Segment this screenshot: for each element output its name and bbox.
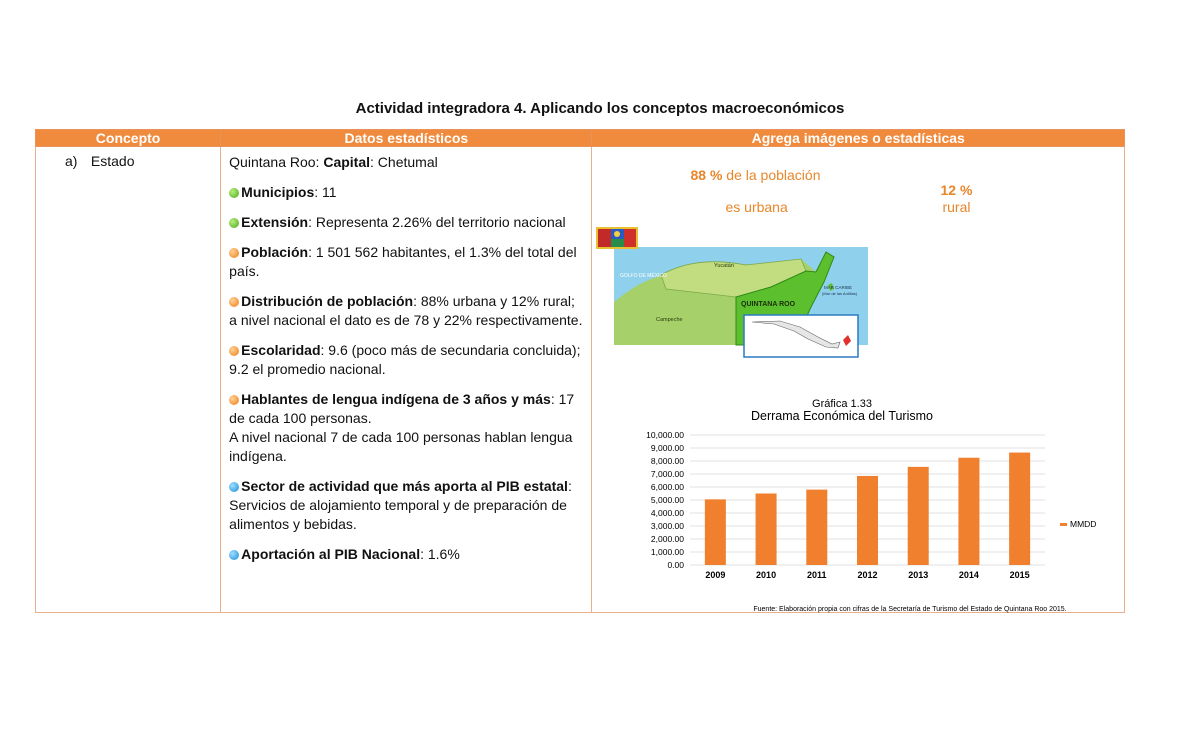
capital-label: Capital bbox=[323, 154, 371, 170]
table-row bbox=[36, 147, 1125, 613]
datos-item-label: Extensión bbox=[241, 214, 309, 230]
datos-item-label: Sector de actividad que más aporta al PIB estatal bbox=[241, 478, 568, 494]
x-tick-label: 2012 bbox=[857, 570, 878, 580]
green-bullet-icon bbox=[229, 218, 239, 228]
datos-item-label: Aportación al PIB Nacional bbox=[241, 546, 421, 562]
y-tick-label: 10,000.00 bbox=[646, 430, 685, 440]
chart-title: Gráfica 1.33 bbox=[812, 399, 873, 410]
datos-item bbox=[229, 213, 583, 232]
x-tick-label: 2013 bbox=[908, 570, 929, 580]
concept-cell bbox=[36, 147, 221, 613]
datos-item-value: : 11 bbox=[314, 184, 337, 200]
y-tick-label: 2,000.00 bbox=[651, 534, 685, 544]
bar-2015 bbox=[1010, 453, 1031, 565]
map-label-campeche: Campeche bbox=[656, 317, 684, 323]
list-number: a) bbox=[65, 153, 78, 169]
header-datos: Datos estadísticos bbox=[221, 130, 592, 147]
header-concepto: Concepto bbox=[36, 130, 221, 147]
x-tick-label: 2011 bbox=[807, 570, 828, 580]
bar-2012 bbox=[857, 476, 878, 565]
datos-item-label: Escolaridad bbox=[241, 342, 321, 358]
y-tick-label: 0.00 bbox=[667, 560, 685, 570]
capital-line bbox=[229, 153, 583, 172]
y-tick-label: 1,000.00 bbox=[651, 547, 685, 557]
capital-value: : Chetumal bbox=[370, 154, 438, 170]
chart-bars bbox=[705, 453, 1030, 565]
map-label-quintana-roo: QUINTANA ROO bbox=[741, 301, 796, 308]
datos-item bbox=[229, 477, 583, 534]
datos-item bbox=[229, 341, 583, 379]
bar-2010 bbox=[756, 494, 777, 566]
datos-item-value: : Servicios de alojamiento temporal y de preparación de alimentos y bebidas. bbox=[229, 478, 572, 532]
legend-label: MMDD bbox=[1070, 519, 1097, 529]
chart-x-ticks bbox=[706, 570, 1030, 580]
datos-list bbox=[229, 183, 583, 564]
y-tick-label: 9,000.00 bbox=[651, 443, 685, 453]
datos-item-label: Hablantes de lengua indígena de 3 años y más bbox=[241, 391, 551, 407]
chart-legend bbox=[1060, 519, 1096, 529]
legend-swatch bbox=[1060, 523, 1067, 526]
concept-label: Estado bbox=[90, 153, 135, 169]
datos-item bbox=[229, 390, 583, 466]
mexico-inset-map bbox=[744, 315, 858, 357]
datos-item-value: : 9.6 (poco más de secundaria concluida); 9.2 el promedio nacional. bbox=[229, 342, 581, 377]
blue-bullet-icon bbox=[229, 482, 239, 492]
map-label-golfo: GOLFO DE MÉXICO bbox=[620, 273, 668, 279]
datos-item-value: : 1 501 562 habitantes, el 1.3% del total del país. bbox=[229, 244, 577, 279]
datos-item-value: : Representa 2.26% del territorio nacional bbox=[308, 214, 566, 230]
x-tick-label: 2010 bbox=[756, 570, 777, 580]
chart-source: Fuente: Elaboración propia con cifras de la Secretaría de Turismo del Estado de Quintana Roo 2015. bbox=[753, 606, 1068, 613]
bar-2013 bbox=[908, 467, 929, 565]
datos-item-label: Municipios bbox=[241, 184, 315, 200]
urban-text-2: es urbana bbox=[725, 199, 788, 215]
datos-item bbox=[229, 545, 583, 564]
urban-text: de la población bbox=[722, 167, 821, 183]
state-shield-icon bbox=[596, 227, 638, 249]
blue-bullet-icon bbox=[229, 550, 239, 560]
images-cell bbox=[592, 147, 1125, 613]
datos-item-label: Distribución de población bbox=[241, 293, 414, 309]
statistics-table bbox=[35, 129, 1125, 613]
green-bullet-icon bbox=[229, 188, 239, 198]
rural-percent: 12 % bbox=[940, 182, 973, 198]
datos-item bbox=[229, 243, 583, 281]
map-label-mar-caribe: MAR CARIBE bbox=[824, 285, 853, 290]
urban-percent: 88 % bbox=[690, 167, 723, 183]
datos-item-value: : 1.6% bbox=[420, 546, 460, 562]
orange-bullet-icon bbox=[229, 297, 239, 307]
datos-item bbox=[229, 183, 583, 202]
bar-2014 bbox=[959, 458, 980, 565]
x-tick-label: 2014 bbox=[959, 570, 980, 580]
orange-bullet-icon bbox=[229, 395, 239, 405]
y-tick-label: 8,000.00 bbox=[651, 456, 685, 466]
tourism-chart bbox=[610, 399, 1110, 624]
datos-item-value: : 17 de cada 100 personas. bbox=[229, 391, 575, 426]
bar-2011 bbox=[807, 490, 828, 565]
datos-item-extra: A nivel nacional 7 de cada 100 personas hablan lengua indígena. bbox=[229, 429, 573, 464]
document-title: Actividad integradora 4. Aplicando los conceptos macroeconómicos bbox=[355, 100, 845, 117]
y-tick-label: 3,000.00 bbox=[651, 521, 685, 531]
datos-item bbox=[229, 292, 583, 330]
datos-item-label: Población bbox=[241, 244, 309, 260]
map-label-yucatan: Yucatán bbox=[714, 263, 735, 269]
y-tick-label: 6,000.00 bbox=[651, 482, 685, 492]
chart-y-ticks bbox=[647, 430, 685, 570]
header-imagenes: Agrega imágenes o estadísticas bbox=[592, 130, 1125, 147]
rural-text: rural bbox=[942, 199, 971, 215]
bar-2009 bbox=[705, 499, 726, 565]
y-tick-label: 5,000.00 bbox=[651, 495, 685, 505]
urban-stat bbox=[690, 167, 820, 183]
x-tick-label: 2015 bbox=[1010, 570, 1031, 580]
table-header-row bbox=[36, 130, 1125, 147]
x-tick-label: 2009 bbox=[705, 570, 726, 580]
datos-item-value: : 88% urbana y 12% rural; a nivel nacional el dato es de 78 y 22% respectivamente. bbox=[229, 293, 583, 328]
quintana-roo-map bbox=[596, 227, 888, 377]
chart-subtitle: Derrama Económica del Turismo bbox=[751, 409, 934, 423]
orange-bullet-icon bbox=[229, 346, 239, 356]
map-label-mar-caribe-sub: (Mar de las Antillas) bbox=[822, 291, 858, 296]
y-tick-label: 7,000.00 bbox=[651, 469, 685, 479]
y-tick-label: 4,000.00 bbox=[651, 508, 685, 518]
state-name: Quintana Roo: bbox=[229, 154, 324, 170]
datos-cell bbox=[221, 147, 592, 613]
orange-bullet-icon bbox=[229, 248, 239, 258]
